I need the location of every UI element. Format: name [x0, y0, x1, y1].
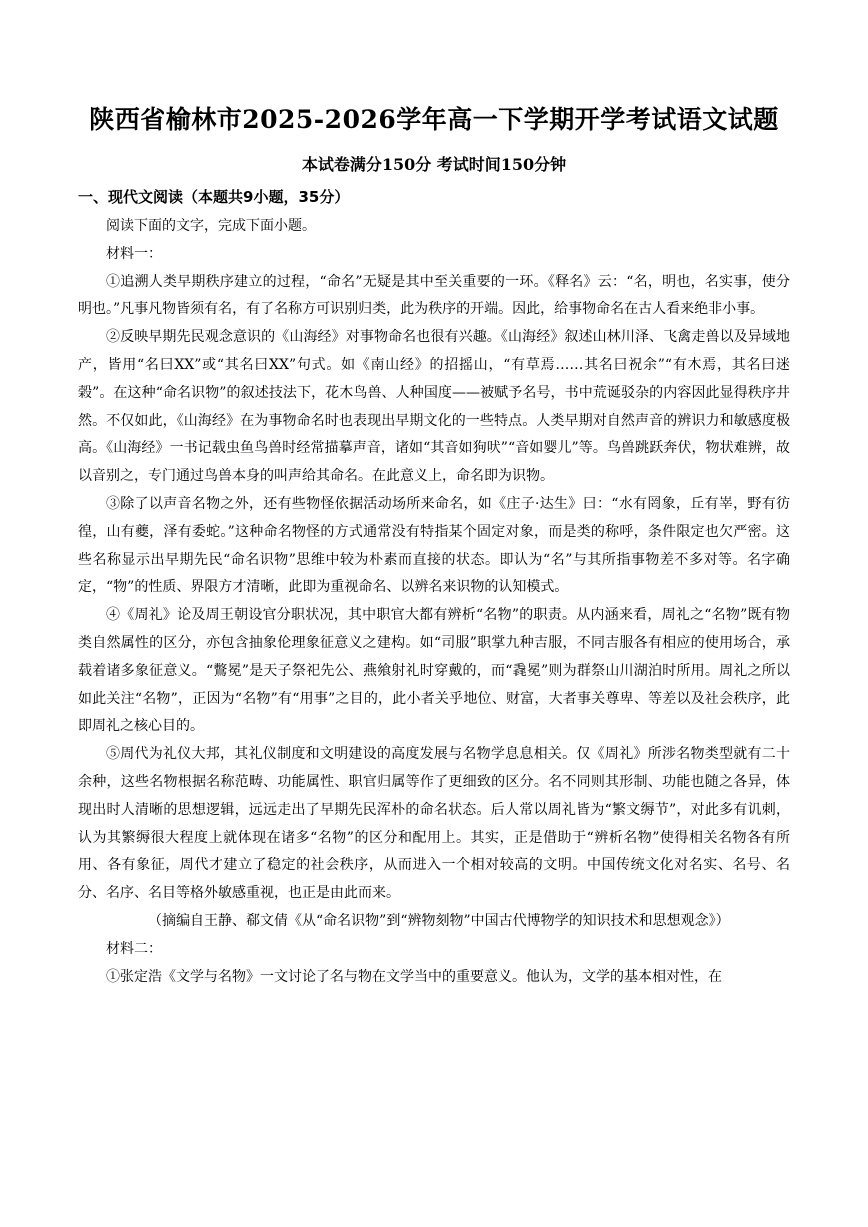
- reading-passage: [78, 213, 790, 991]
- paragraph: ③除了以声音名物之外，还有些物怪依据活动场所来命名，如《庄子·达生》曰：“水有罔象，丘有峷，野有彷徨，山有夔，泽有委蛇。”这种命名物怪的方式通常没有特指某个固定对象，而是类的称呼，条件限定也欠严密。这些名称显示出早期先民“命名识物”思维中较为朴素而直接的状态。即认为“名”与其所指事物差不多对等。名字确定，“物”的性质、界限方才清晰，此即为重视命名、以辨名来识物的认知模式。: [78, 495, 790, 596]
- paragraph: ①张定浩《文学与名物》一文讨论了名与物在文学当中的重要意义。他认为，文学的基本相对性，在: [106, 968, 722, 985]
- paragraph: ⑤周代为礼仪大邦，其礼仪制度和文明建设的高度发展与名物学息息相关。仅《周礼》所涉名物类型就有二十余种，这些名物根据名称范畴、功能属性、职官归属等作了更细致的区分。名不同则其形制、功能也随之各异，体现出时人清晰的思想逻辑，远远走出了早期先民浑朴的命名状态。后人常以周礼皆为“繁文缛节”，对此多有讥刺，认为其繁缛很大程度上就体现在诸多“名物”的区分和配用上。其实，正是借助于“辨析名物”使得相关名物各有所用、各有象征，周代才建立了稳定的社会秩序，从而进入一个相对较高的文明。中国传统文化对名实、名号、名分、名序、名目等格外敏感重视，也正是由此而来。: [78, 746, 790, 902]
- paragraph: ①追溯人类早期秩序建立的过程，“命名”无疑是其中至关重要的一环。《释名》云：“名，明也，名实事，使分明也。”凡事凡物皆须有名，有了名称方可识别归类，此为秩序的开端。因此，给事物命名在古人看来绝非小事。: [78, 273, 790, 318]
- paragraph: ②反映早期先民观念意识的《山海经》对事物命名也很有兴趣。《山海经》叙述山林川泽、飞禽走兽以及异域地产，皆用“名曰XX”或“其名曰XX”句式。如《南山经》的招摇山，“有草焉……其名曰祝余”“有木焉，其名曰迷榖”。在这种“命名识物”的叙述技法下，花木鸟兽、人种国度——被赋予名号，书中荒诞驳杂的内容因此显得秩序井然。不仅如此，《山海经》在为事物命名时也表现出早期文化的一些特点。人类早期对自然声音的辨识力和敏感度极高。《山海经》一书记载虫鱼鸟兽时经常描摹声音，诸如“其音如狗吠”“音如婴儿”等。鸟兽跳跃奔伏，物状难辨，故以音别之，专门通过鸟兽本身的叫声给其命名。在此意义上，命名即为识物。: [78, 329, 790, 485]
- instruction-text: 阅读下面的文字，完成下面小题。: [106, 218, 316, 234]
- material-one-label: 材料一：: [106, 245, 162, 262]
- source-citation: （摘编自王静、郗文倩《从“命名识物”到“辨物刻物”中国古代博物学的知识技术和思想观念》）: [148, 912, 730, 929]
- section-heading: 一、现代文阅读（本题共9小题，35分）: [78, 188, 350, 206]
- paragraph: ④《周礼》论及周王朝设官分职状况，其中职官大都有辨析“名物”的职责。从内涵来看，周礼之“名物”既有物类自然属性的区分，亦包含抽象伦理象征意义之建构。如“司服”职掌九种吉服，不同吉服各有相应的使用场合，承载着诸多象征意义。“鷩冕”是天子祭祀先公、燕飨射礼时穿戴的，而“毳冕”则为群祭山川湖泊时所用。周礼之所以如此关注“名物”，正因为“名物”有“用事”之目的，此小者关乎地位、财富，大者事关尊卑、等差以及社会秩序，此即周礼之核心目的。: [78, 607, 790, 735]
- material-two-label: 材料二：: [106, 940, 162, 957]
- document-title: 陕西省榆林市2025-2026学年高一下学期开学考试语文试题: [89, 105, 779, 134]
- exam-info: 本试卷满分150分 考试时间150分钟: [301, 155, 567, 174]
